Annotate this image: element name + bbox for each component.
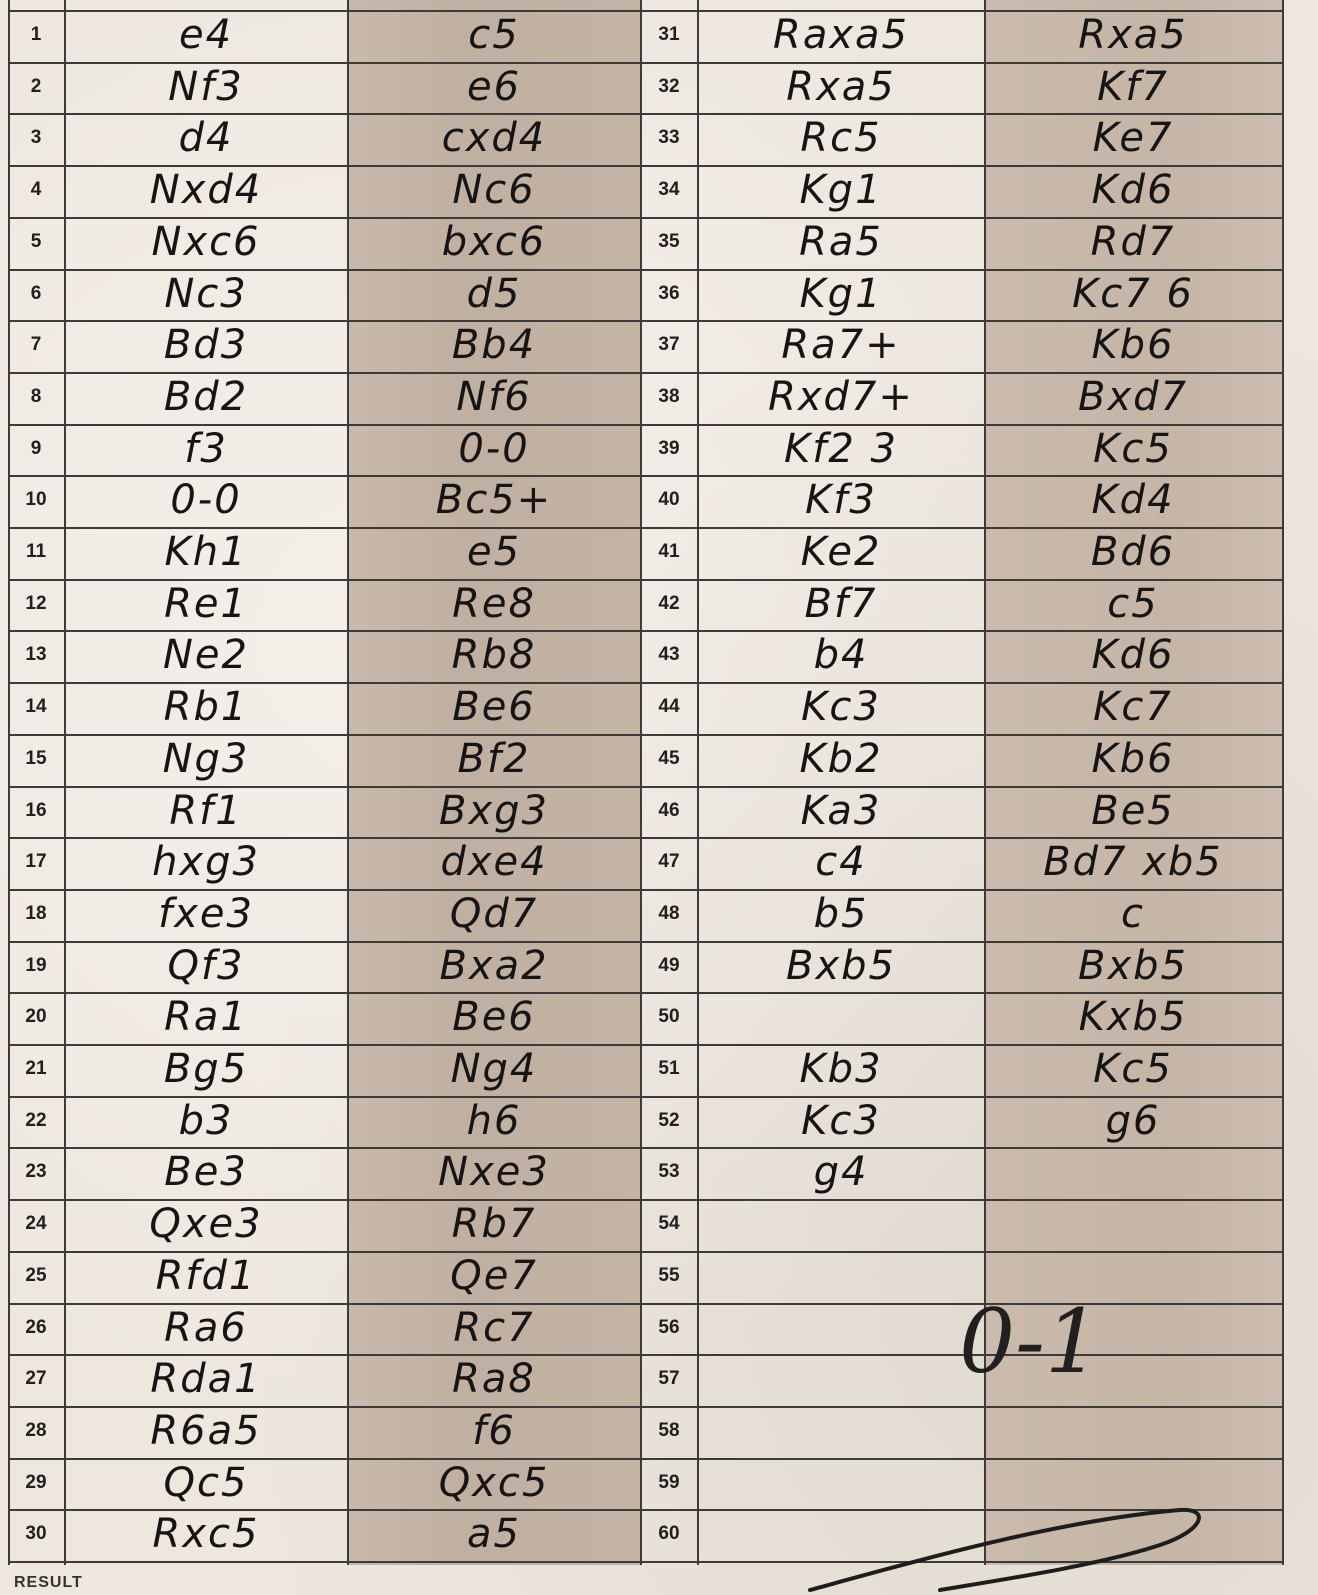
black-move: Bc5+ (435, 477, 553, 524)
white-move: Kg1 (799, 167, 883, 214)
move-number: 35 (658, 230, 680, 252)
move-number: 22 (25, 1109, 47, 1131)
move-number: 21 (25, 1058, 47, 1079)
white-move: fxe3 (158, 890, 254, 937)
move-number: 31 (658, 24, 680, 45)
move-number: 23 (25, 1161, 47, 1183)
move-number: 53 (658, 1161, 680, 1183)
white-move: Bg5 (163, 1046, 249, 1092)
black-move: c5 (1107, 580, 1159, 627)
move-number: 14 (25, 696, 47, 718)
move-number: 37 (658, 334, 680, 356)
move-number: 26 (25, 1316, 47, 1338)
final-result: 0-1 (959, 1290, 1101, 1393)
white-move: e4 (178, 12, 234, 58)
black-move: Kc7 6 (1072, 270, 1194, 317)
move-number: 55 (658, 1264, 680, 1286)
black-move: Bxb5 (1078, 942, 1188, 989)
white-move: Bf7 (804, 580, 878, 627)
black-move: Kd6 (1091, 167, 1175, 214)
white-move: Kg1 (799, 270, 883, 317)
white-move: Rc5 (800, 115, 882, 162)
white-move: Kb3 (799, 1046, 883, 1092)
black-move: Kd6 (1091, 632, 1175, 679)
black-move: Nf6 (456, 373, 532, 420)
move-number: 7 (30, 334, 42, 356)
move-number: 45 (658, 747, 680, 769)
white-move: Be3 (164, 1149, 248, 1196)
black-move: 0-0 (458, 425, 530, 472)
white-move: Ne2 (163, 632, 249, 679)
move-number: 18 (25, 902, 47, 924)
black-move: Rxa5 (1078, 12, 1188, 58)
black-move: Ng4 (450, 1046, 538, 1092)
white-move: f3 (184, 425, 228, 472)
black-move: Qe7 (450, 1252, 538, 1299)
black-move: Kb6 (1091, 322, 1175, 369)
black-move: Bd6 (1090, 529, 1176, 575)
grid-line (64, 0, 66, 1565)
white-move: Rda1 (150, 1356, 262, 1403)
move-number: 47 (658, 851, 680, 873)
move-number: 42 (658, 592, 680, 614)
move-number: 25 (25, 1264, 47, 1286)
black-move: Be5 (1091, 787, 1175, 834)
move-number: 12 (25, 592, 47, 614)
move-number: 13 (25, 644, 47, 666)
move-number: 46 (658, 799, 680, 821)
move-number: 30 (25, 1523, 47, 1545)
move-number: 33 (658, 127, 680, 149)
black-move: Rb7 (451, 1201, 537, 1248)
white-move: Ka3 (800, 787, 882, 834)
black-move: Kf7 (1097, 63, 1169, 110)
white-move: b4 (813, 632, 869, 679)
black-move: e5 (466, 529, 522, 575)
black-move: Bf2 (457, 735, 531, 782)
move-number: 16 (25, 799, 47, 821)
black-move: Rc7 (453, 1304, 535, 1351)
black-move: a5 (467, 1511, 521, 1558)
move-number: 20 (25, 1006, 47, 1028)
black-move: bxc6 (441, 218, 547, 265)
white-move: Rxc5 (152, 1511, 260, 1558)
black-move: Bxa2 (439, 942, 549, 989)
white-move: Ra5 (799, 218, 883, 265)
black-move: Ke7 (1092, 115, 1174, 162)
black-move: Bxg3 (439, 787, 549, 834)
white-move: Nxc6 (151, 218, 261, 265)
black-move: c5 (468, 12, 520, 58)
black-move: Bb4 (451, 322, 537, 369)
black-move: dxe4 (440, 839, 548, 886)
move-number: 60 (658, 1523, 680, 1545)
move-number: 50 (658, 1006, 680, 1028)
white-move: g4 (813, 1149, 869, 1196)
white-move: Bd3 (163, 322, 249, 369)
move-number: 24 (25, 1213, 47, 1235)
move-number: 36 (658, 282, 680, 304)
black-move: d5 (466, 270, 522, 317)
move-number: 8 (30, 385, 42, 407)
white-move: Rb1 (163, 684, 249, 731)
white-move: Raxa5 (773, 12, 909, 58)
black-move: Bd7 xb5 (1043, 839, 1223, 886)
move-number: 43 (658, 644, 680, 666)
move-number: 1 (30, 24, 42, 45)
white-move: Kf3 (805, 477, 877, 524)
move-number: 44 (658, 696, 680, 718)
black-move: Kd4 (1091, 477, 1175, 524)
black-move: cxd4 (441, 115, 547, 162)
white-move: b5 (813, 890, 869, 937)
white-move: Nxd4 (149, 167, 263, 214)
white-move: Rfd1 (155, 1252, 257, 1299)
white-move: d4 (178, 115, 234, 162)
black-move: Kb6 (1091, 735, 1175, 782)
move-number: 5 (30, 230, 42, 252)
white-move: Kh1 (164, 529, 248, 575)
black-move: Kc5 (1093, 425, 1173, 472)
white-move: Ng3 (162, 735, 250, 782)
move-number: 19 (25, 954, 47, 976)
move-number: 56 (658, 1316, 680, 1338)
move-number: 40 (658, 489, 680, 511)
white-move: Ra1 (164, 994, 248, 1041)
black-move: e6 (466, 63, 522, 110)
move-number: 58 (658, 1419, 680, 1441)
black-move: g6 (1105, 1097, 1161, 1144)
white-move: Kb2 (799, 735, 883, 782)
move-number: 59 (658, 1471, 680, 1493)
move-number: 28 (25, 1419, 47, 1441)
move-number: 49 (658, 954, 680, 976)
black-move: Qd7 (449, 890, 539, 937)
white-move: c4 (815, 839, 867, 886)
white-move: b3 (178, 1097, 234, 1144)
white-move: Rxd7+ (768, 373, 914, 420)
move-number: 54 (658, 1213, 680, 1235)
white-move: Rxa5 (786, 63, 896, 110)
black-move: Kc5 (1093, 1046, 1173, 1092)
signature-scribble (800, 1500, 1220, 1595)
white-move: Ra7+ (781, 322, 901, 369)
move-number: 9 (30, 437, 42, 459)
move-number: 3 (30, 127, 42, 149)
move-number: 48 (658, 902, 680, 924)
move-number: 6 (30, 282, 42, 304)
black-move: Be6 (452, 994, 536, 1041)
white-move: Bd2 (163, 373, 249, 420)
white-move: Kc3 (801, 1097, 881, 1144)
black-move: Bxd7 (1078, 373, 1188, 420)
grid-line (347, 0, 349, 1565)
move-number: 2 (30, 75, 42, 97)
black-move: Kc7 (1093, 684, 1173, 731)
move-number: 39 (658, 437, 680, 459)
move-number: 29 (25, 1471, 47, 1493)
white-move: Qf3 (167, 942, 245, 989)
move-number: 34 (658, 179, 680, 201)
black-move: Nxe3 (438, 1149, 550, 1196)
white-move: Ra6 (164, 1304, 248, 1351)
white-move: Kc3 (801, 684, 881, 731)
move-number: 38 (658, 385, 680, 407)
black-move: Re8 (452, 580, 536, 627)
move-number: 17 (25, 851, 47, 873)
move-number: 11 (25, 541, 47, 562)
white-move: Nc3 (164, 270, 248, 317)
black-move: Rd7 (1090, 218, 1176, 265)
white-move: Nf3 (168, 63, 244, 110)
black-move: Ra8 (452, 1356, 536, 1403)
white-move: Ke2 (800, 529, 882, 575)
grid-line (1282, 0, 1284, 1565)
black-move: c (1121, 890, 1145, 937)
white-move: R6a5 (150, 1407, 262, 1454)
black-move: Be6 (452, 684, 536, 731)
white-move: Kf2 3 (784, 425, 898, 472)
white-move: Qxe3 (149, 1201, 263, 1248)
move-number: 15 (25, 747, 47, 769)
move-number: 10 (25, 489, 47, 511)
move-number: 52 (658, 1109, 680, 1131)
white-move: Bxb5 (786, 942, 896, 989)
result-label: RESULT (14, 1574, 83, 1591)
white-move: Re1 (164, 580, 248, 627)
move-number: 4 (30, 179, 42, 201)
black-move: f6 (472, 1407, 516, 1454)
move-number: 51 (658, 1058, 680, 1079)
black-move: Rb8 (451, 632, 537, 679)
move-number: 32 (658, 75, 680, 97)
black-move: Kxb5 (1078, 994, 1188, 1041)
white-move: hxg3 (152, 839, 260, 886)
black-move: h6 (466, 1097, 522, 1144)
black-move: Qxc5 (438, 1459, 550, 1506)
white-move: Qc5 (163, 1459, 249, 1506)
black-move: Nc6 (452, 167, 536, 214)
move-number: 27 (25, 1368, 47, 1390)
move-number: 41 (658, 541, 680, 562)
white-move: 0-0 (170, 477, 242, 524)
white-move: Rf1 (169, 787, 243, 834)
move-number: 57 (658, 1368, 680, 1390)
